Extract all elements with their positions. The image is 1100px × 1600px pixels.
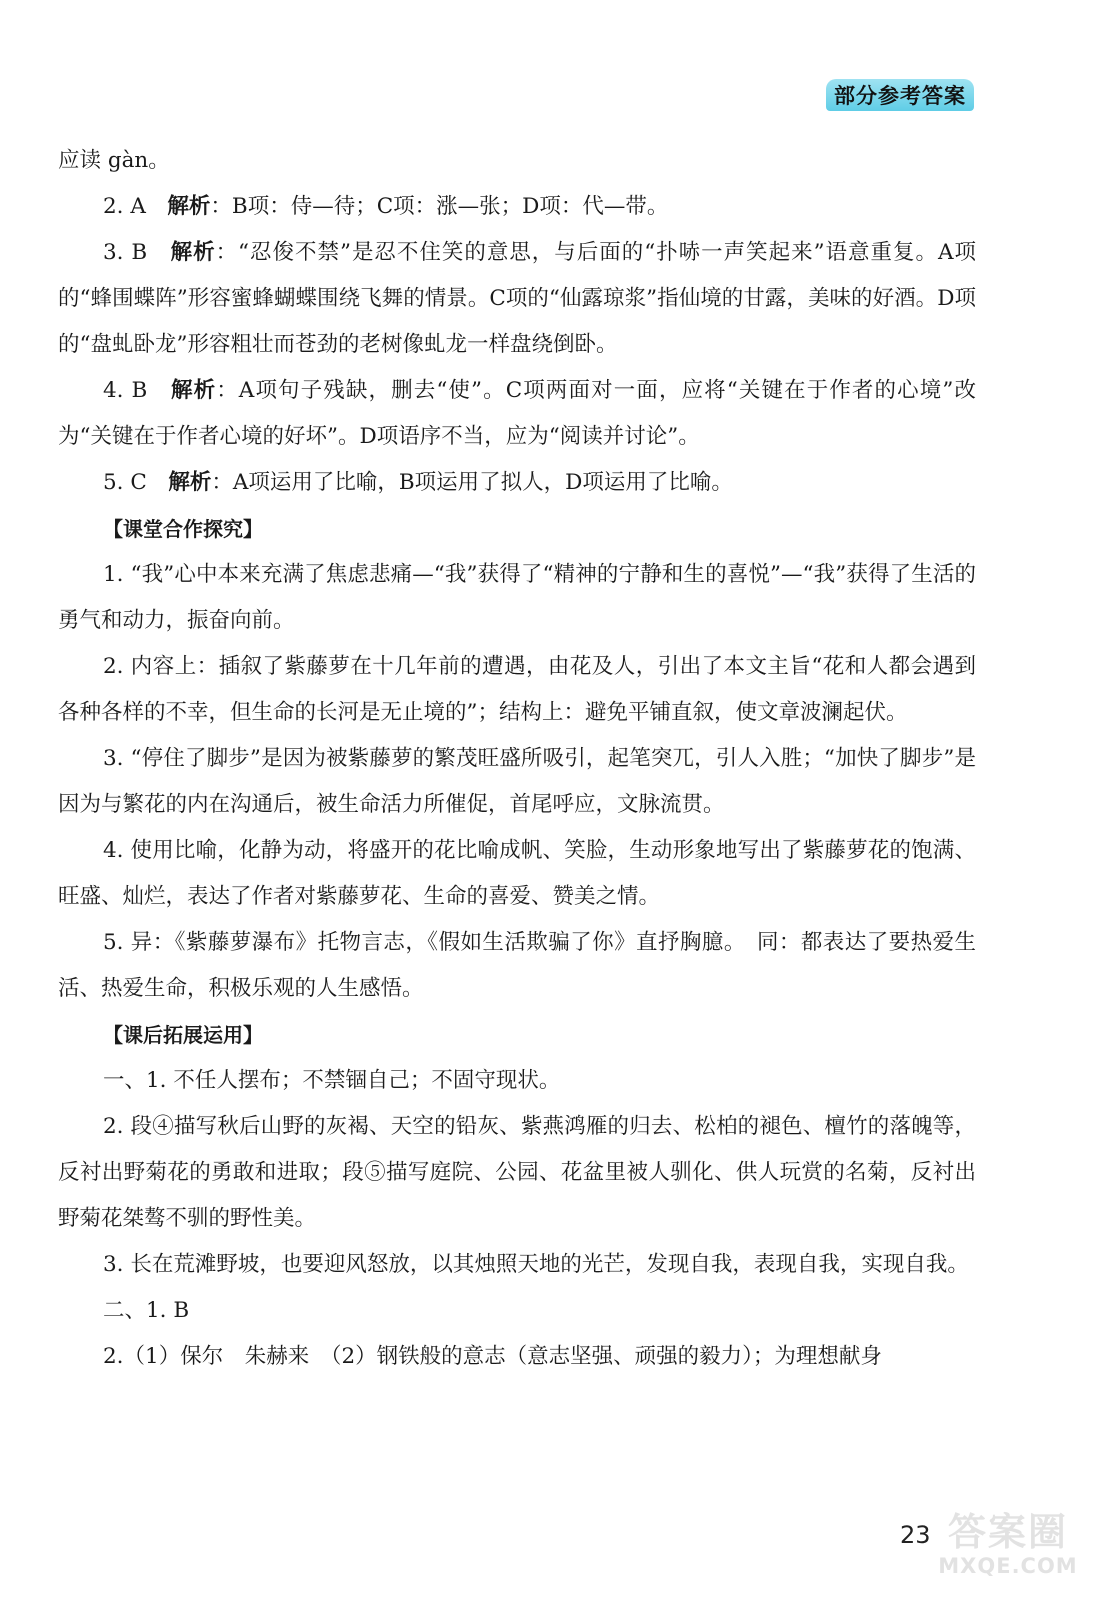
answer-item: 4. 使用比喻，化静为动，将盛开的花比喻成帆、笑脸，生动形象地写出了紫藤萝花的饱满、旺盛、灿烂，表达了作者对紫藤萝花、生命的喜爱、赞美之情。 xyxy=(58,838,976,909)
answer-item: 2. 段④描写秋后山野的灰褐、天空的铅灰、紫燕鸿雁的归去、松柏的褪色、檀竹的落魄等，反衬出野菊花的勇敢和进取；段⑤描写庭院、公园、花盆里被人驯化、供人玩赏的名菊，反衬出野菊花桀骜不驯的野性美。 xyxy=(58,1114,976,1231)
answer-content xyxy=(58,138,976,1380)
answer-item: 2. 内容上：插叙了紫藤萝在十几年前的遭遇，由花及人，引出了本文主旨“花和人都会遇到各种各样的不幸，但生命的长河是无止境的”；结构上：避免平铺直叙，使文章波澜起伏。 xyxy=(58,654,976,725)
answer-line: 应读 gàn。 xyxy=(58,148,170,173)
answer-item: 3. “停住了脚步”是因为被紫藤萝的繁茂旺盛所吸引，起笔突兀，引人入胜；“加快了脚步”是因为与繁花的内在沟通后，被生命活力所催促，首尾呼应，文脉流贯。 xyxy=(58,746,976,817)
section-header-tab: 部分参考答案 xyxy=(826,79,974,111)
answer-item: 4. B 解析：A项句子残缺，删去“使”。C项两面对一面，应将“关键在于作者的心境”改为“关键在于作者心境的好坏”。D项语序不当，应为“阅读并讨论”。 xyxy=(58,378,976,449)
answer-item: 一、1. 不任人摆布；不禁锢自己；不固守现状。 xyxy=(103,1068,561,1093)
analysis-label: 解析 xyxy=(167,194,211,219)
answer-item: 1. “我”心中本来充满了焦虑悲痛—“我”获得了“精神的宁静和生的喜悦”—“我”获得了生活的勇气和动力，振奋向前。 xyxy=(58,562,976,633)
answer-item: 5. 异：《紫藤萝瀑布》托物言志，《假如生活欺骗了你》直抒胸臆。 同：都表达了要热爱生活、热爱生命，积极乐观的人生感悟。 xyxy=(58,930,976,1001)
answer-item: 二、1. B xyxy=(103,1298,190,1323)
section-heading: 【课后拓展运用】 xyxy=(103,1023,263,1047)
analysis-label: 解析 xyxy=(170,240,216,265)
analysis-label: 解析 xyxy=(168,470,212,495)
answer-item: 2.（1）保尔 朱赫来 （2）钢铁般的意志（意志坚强、顽强的毅力）；为理想献身 xyxy=(103,1344,882,1369)
section-heading: 【课堂合作探究】 xyxy=(103,517,263,541)
answer-item: 3. 长在荒滩野坡，也要迎风怒放，以其烛照天地的光芒，发现自我，表现自我，实现自我。 xyxy=(103,1252,969,1277)
answer-item: 2. A 解析：B项：侍—待；C项：涨—张；D项：代—带。 xyxy=(103,194,669,219)
answer-item: 5. C 解析：A项运用了比喻，B项运用了拟人，D项运用了比喻。 xyxy=(103,470,733,495)
analysis-label: 解析 xyxy=(170,378,217,403)
watermark-bottom-text: MXQE.COM xyxy=(938,1554,1078,1578)
watermark-top-text: 答案圈 xyxy=(947,1510,1068,1554)
answer-item: 3. B 解析：“忍俊不禁”是忍不住笑的意思，与后面的“扑哧一声笑起来”语意重复。A项的“蜂围蝶阵”形容蜜蜂蝴蝶围绕飞舞的情景。C项的“仙露琼浆”指仙境的甘露，美味的好酒。D项的“盘虬卧龙”形容粗壮而苍劲的老树像虬龙一样盘绕倒卧。 xyxy=(58,240,976,357)
watermark-logo xyxy=(928,1510,1088,1590)
page-number: 23 xyxy=(900,1521,931,1549)
